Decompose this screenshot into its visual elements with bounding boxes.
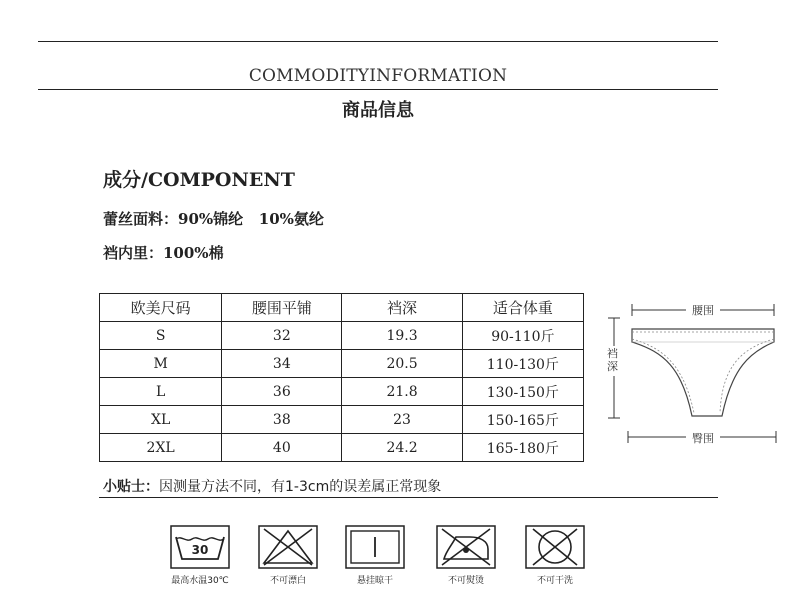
waist-cell: 32 [222,322,342,350]
garment-measurement-diagram [600,296,785,451]
panty-outline-icon [632,329,774,416]
size-cell: S [100,322,222,350]
no-dry-clean-label: 不可干洗 [536,576,573,586]
lace-fabric-line: 蕾丝面料：90%锦纶 10%氨纶 [103,210,324,228]
waist-label: 腰围 [692,304,714,317]
no-bleach-icon [258,525,318,569]
bottom-rule [99,497,718,498]
weight-cell: 130-150斤 [462,378,583,406]
size-table-header [100,294,584,322]
crotch-cell: 19.3 [342,322,462,350]
header-weight: 适合体重 [462,294,583,322]
table-row [100,406,584,434]
table-row [100,434,584,462]
weight-cell: 150-165斤 [462,406,583,434]
title-rule [38,89,718,90]
crotch-lining-line: 裆内里：100%棉 [103,244,224,262]
header-crotch-depth: 裆深 [342,294,462,322]
component-title: 成分/COMPONENT [103,169,295,191]
no-bleach-label: 不可漂白 [269,576,306,586]
commodity-info-title-en: COMMODITYINFORMATION [248,66,508,86]
weight-cell: 165-180斤 [462,434,583,462]
hang-dry-icon [345,525,405,569]
measurement-tip [103,476,441,496]
size-cell: M [100,350,222,378]
table-row [100,322,584,350]
size-cell: 2XL [100,434,222,462]
hip-label: 臀围 [692,432,714,445]
weight-cell: 90-110斤 [462,322,583,350]
tip-text: 因测量方法不同，有1-3cm的误差属正常现象 [159,479,442,495]
size-table [99,293,584,462]
crotch-cell: 23 [342,406,462,434]
crotch-cell: 21.8 [342,378,462,406]
header-waist: 腰围平铺 [222,294,342,322]
wash-30-icon [170,525,230,569]
waist-cell: 40 [222,434,342,462]
weight-cell: 110-130斤 [462,350,583,378]
size-cell: XL [100,406,222,434]
no-dry-clean-icon [525,525,585,569]
tip-label: 小贴士： [103,479,159,495]
waist-cell: 38 [222,406,342,434]
crotch-depth-label: 裆深 [607,347,618,373]
waist-cell: 36 [222,378,342,406]
header-size: 欧美尺码 [100,294,222,322]
commodity-info-title-cn: 商品信息 [342,100,414,121]
crotch-cell: 20.5 [342,350,462,378]
waist-cell: 34 [222,350,342,378]
no-iron-icon [436,525,496,569]
top-rule [38,41,718,42]
table-row [100,378,584,406]
size-cell: L [100,378,222,406]
wash-30-label: 最高水温30℃ [171,576,229,586]
crotch-cell: 24.2 [342,434,462,462]
svg-text:30: 30 [191,543,209,557]
hang-dry-label: 悬挂晾干 [356,576,393,586]
no-iron-label: 不可熨烫 [447,576,484,586]
table-row [100,350,584,378]
